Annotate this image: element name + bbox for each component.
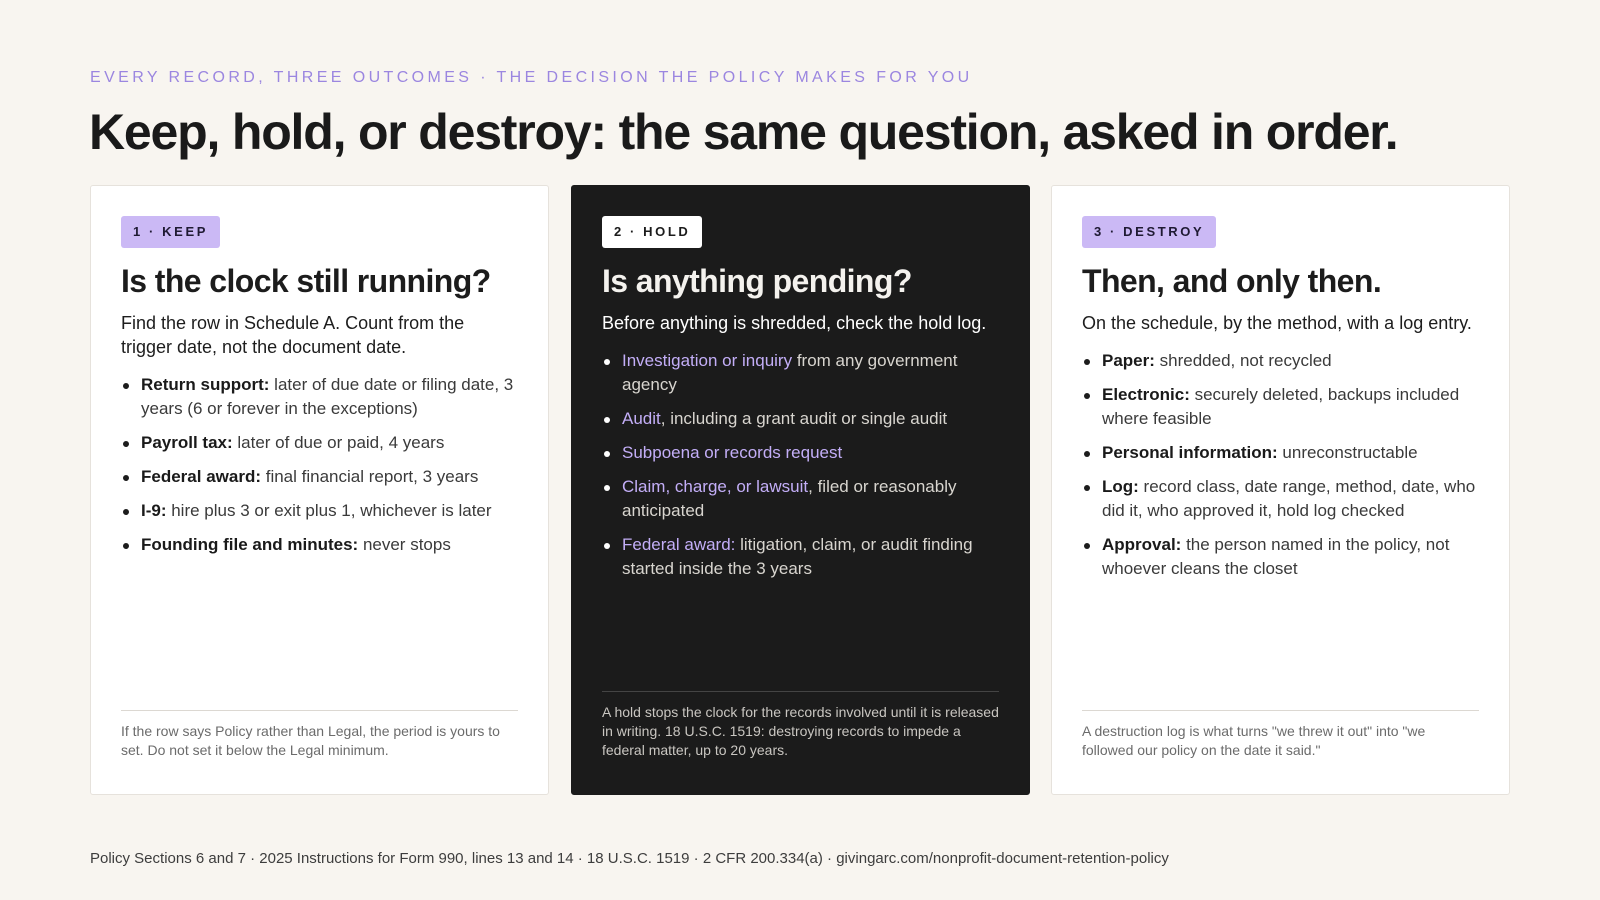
destroy-card-note: A destruction log is what turns "we threw it out" into "we followed our policy on the date it said." [1082,710,1479,760]
eyebrow-label: EVERY RECORD, THREE OUTCOMES · THE DECISION THE POLICY MAKES FOR YOU [90,69,973,86]
hold-card-note: A hold stops the clock for the records involved until it is released in writing. 18 U.S.C. 1519: destroying records to impede a federal matter, up to 20 years. [602,691,999,760]
item-term: Federal award: [622,535,736,554]
list-item [602,407,999,431]
hold-list [602,349,999,581]
item-term: Founding file and minutes: [141,535,359,554]
item-term: Claim, charge, or lawsuit [622,477,809,496]
list-item [121,431,518,455]
hold-card [571,185,1030,795]
item-term: Subpoena or records request [622,443,843,462]
item-text: litigation, claim, or audit finding started inside the 3 years [622,535,973,578]
item-term: Payroll tax: [141,433,233,452]
keep-list [121,373,518,557]
item-term: Paper: [1102,351,1155,370]
list-item [121,465,518,489]
item-term: Audit [622,409,661,428]
destroy-tag: 3 · DESTROY [1082,216,1216,248]
item-text: , including a grant audit or single audit [660,409,948,428]
list-item [602,349,999,397]
list-item [1082,349,1479,373]
item-term: Log: [1102,477,1139,496]
item-text: from any government agency [622,351,958,394]
item-term: I-9: [141,501,167,520]
item-text: securely deleted, backups included where feasible [1102,385,1460,428]
item-text: later of due or paid, 4 years [232,433,445,452]
list-item [602,475,999,523]
list-item [602,441,999,465]
keep-tag: 1 · KEEP [121,216,220,248]
item-text: the person named in the policy, not whoever cleans the closet [1102,535,1450,578]
list-item [1082,383,1479,431]
item-text: shredded, not recycled [1154,351,1332,370]
item-term: Return support: [141,375,270,394]
list-item [1082,533,1479,581]
keep-card-lead: Find the row in Schedule A. Count from the trigger date, not the document date. [121,313,465,357]
item-term: Approval: [1102,535,1182,554]
keep-card-note: If the row says Policy rather than Legal, the period is yours to set. Do not set it below the Legal minimum. [121,710,518,760]
item-text: later of due date or filing date, 3 years (6 or forever in the exceptions) [141,375,514,418]
sources-footer: Policy Sections 6 and 7 · 2025 Instructions for Form 990, lines 13 and 14 · 18 U.S.C. 1519 · 2 CFR 200.334(a) · givingarc.com/nonprofit-document-retention-policy [90,850,1169,867]
hold-card-title: Is anything pending? [602,263,912,299]
destroy-list [1082,349,1479,581]
hold-card-lead: Before anything is shredded, check the hold log. [602,313,987,333]
keep-card [90,185,549,795]
list-item [121,499,518,523]
list-item [121,533,518,557]
list-item [602,533,999,581]
item-text: , filed or reasonably anticipated [622,477,957,520]
item-term: Personal information: [1102,443,1278,462]
page-title: Keep, hold, or destroy: the same question, asked in order. [89,104,1398,160]
item-text: final financial report, 3 years [261,467,479,486]
list-item [121,373,518,421]
list-item [1082,475,1479,523]
keep-card-title: Is the clock still running? [121,263,491,299]
item-text: record class, date range, method, date, who did it, who approved it, hold log checked [1102,477,1476,520]
hold-tag: 2 · HOLD [602,216,702,248]
item-text: unreconstructable [1277,443,1418,462]
item-text: never stops [358,535,451,554]
item-term: Electronic: [1102,385,1190,404]
list-item [1082,441,1479,465]
item-term: Investigation or inquiry [622,351,793,370]
destroy-card-title: Then, and only then. [1082,263,1382,299]
item-term: Federal award: [141,467,261,486]
item-text: hire plus 3 or exit plus 1, whichever is later [166,501,492,520]
destroy-card-lead: On the schedule, by the method, with a log entry. [1082,313,1472,333]
destroy-card [1051,185,1510,795]
